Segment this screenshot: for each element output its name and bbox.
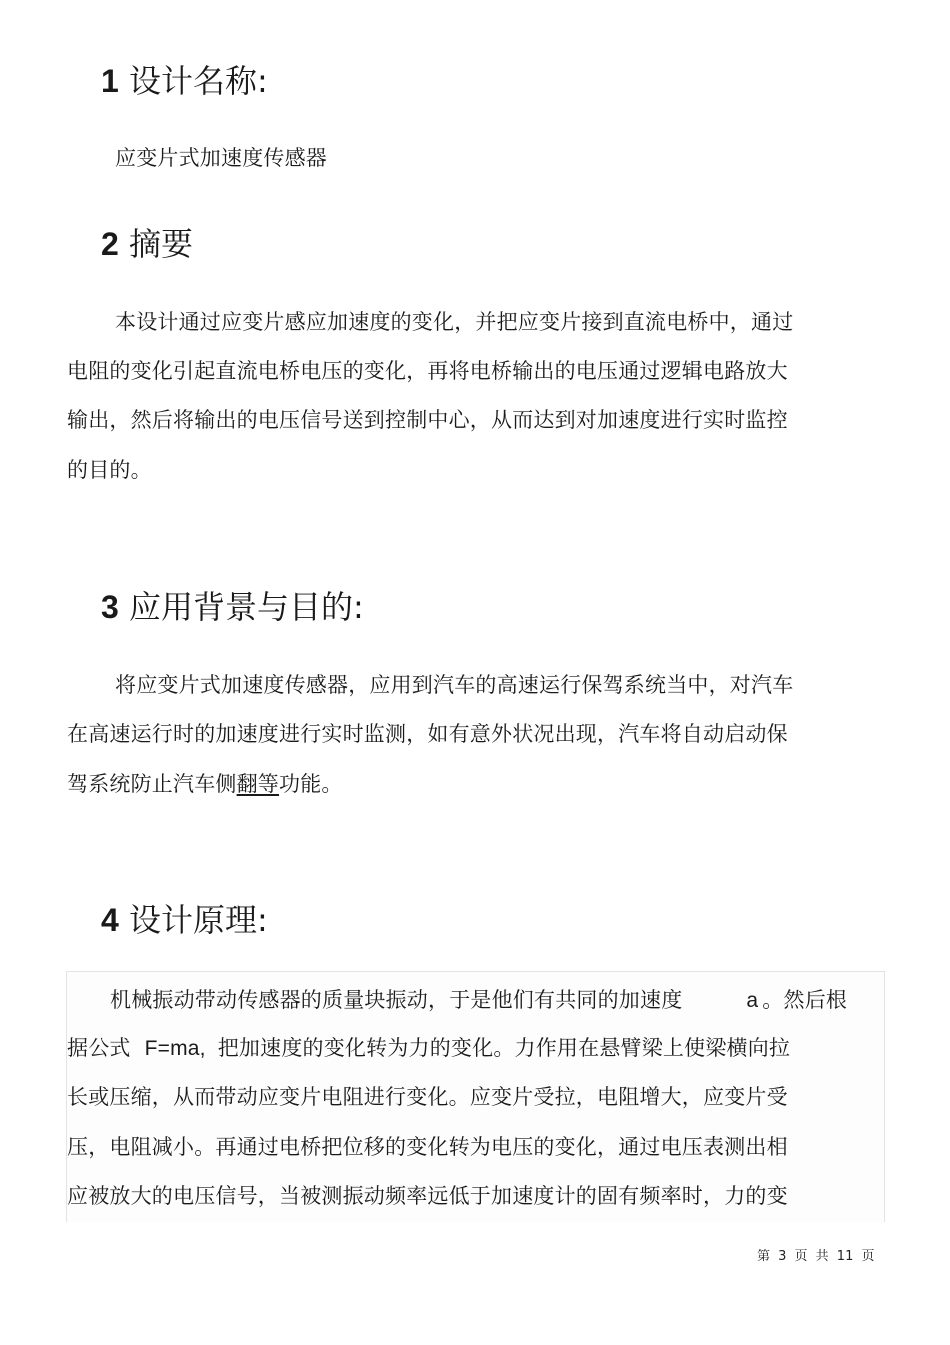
section-3-heading <box>101 587 364 627</box>
page-number: 第 3 页 共 11 页 <box>757 1249 875 1264</box>
principle-line-2-start: 据公式 <box>67 1036 131 1060</box>
principle-line-5: 应被放大的电压信号，当被测振动频率远低于加速度计的固有频率时，力的变 <box>67 1184 788 1208</box>
acceleration-symbol: a <box>746 989 759 1012</box>
principle-line-1-text: 机械振动带动传感器的质量块振动，于是他们有共同的加速度 <box>110 988 683 1012</box>
principle-line-3: 长或压缩，从而带动应变片电阻进行变化。应变片受拉，电阻增大，应变片受 <box>67 1085 788 1109</box>
abstract-line-3: 输出，然后将输出的电压信号送到控制中心，从而达到对加速度进行实时监控 <box>67 408 788 432</box>
section-3-title: 应用背景与目的: <box>128 588 364 626</box>
section-3-number: 3 <box>101 589 119 625</box>
principle-line-2-end: 把加速度的变化转为力的变化。力作用在悬臂梁上使梁横向拉 <box>217 1036 791 1060</box>
design-name-text: 应变片式加速度传感器 <box>115 146 327 170</box>
section-2-heading <box>101 224 193 264</box>
underlined-text: 翻等 <box>236 772 280 796</box>
abstract-line-2: 电阻的变化引起直流电桥电压的变化，再将电桥输出的电压通过逻辑电路放大 <box>67 359 788 383</box>
background-line-2: 在高速运行时的加速度进行实时监测，如有意外状况出现，汽车将自动启动保 <box>67 722 788 746</box>
section-2-title: 摘要 <box>128 225 193 263</box>
section-1-heading <box>101 61 268 101</box>
background-line-3 <box>67 770 343 798</box>
background-line-3-start: 驾系统防止汽车侧 <box>67 772 237 796</box>
background-line-1: 将应变片式加速度传感器，应用到汽车的高速运行保驾系统当中，对汽车 <box>115 673 794 697</box>
section-4-number: 4 <box>101 902 119 938</box>
principle-line-1 <box>110 986 847 1015</box>
section-2-number: 2 <box>101 226 119 262</box>
formula: F=ma, <box>144 1037 206 1060</box>
section-1-title: 设计名称: <box>128 62 268 100</box>
principle-line-2 <box>67 1034 790 1063</box>
abstract-line-1: 本设计通过应变片感应加速度的变化，并把应变片接到直流电桥中，通过 <box>115 310 794 334</box>
section-1-number: 1 <box>101 63 119 99</box>
section-4-title: 设计原理: <box>128 901 268 939</box>
section-4-heading <box>101 900 268 940</box>
abstract-line-4: 的目的。 <box>67 458 152 482</box>
principle-line-4: 压，电阻减小。再通过电桥把位移的变化转为电压的变化，通过电压表测出相 <box>67 1135 788 1159</box>
principle-line-1-end: 。然后根 <box>762 988 848 1012</box>
background-line-3-end: 功能。 <box>279 772 343 796</box>
